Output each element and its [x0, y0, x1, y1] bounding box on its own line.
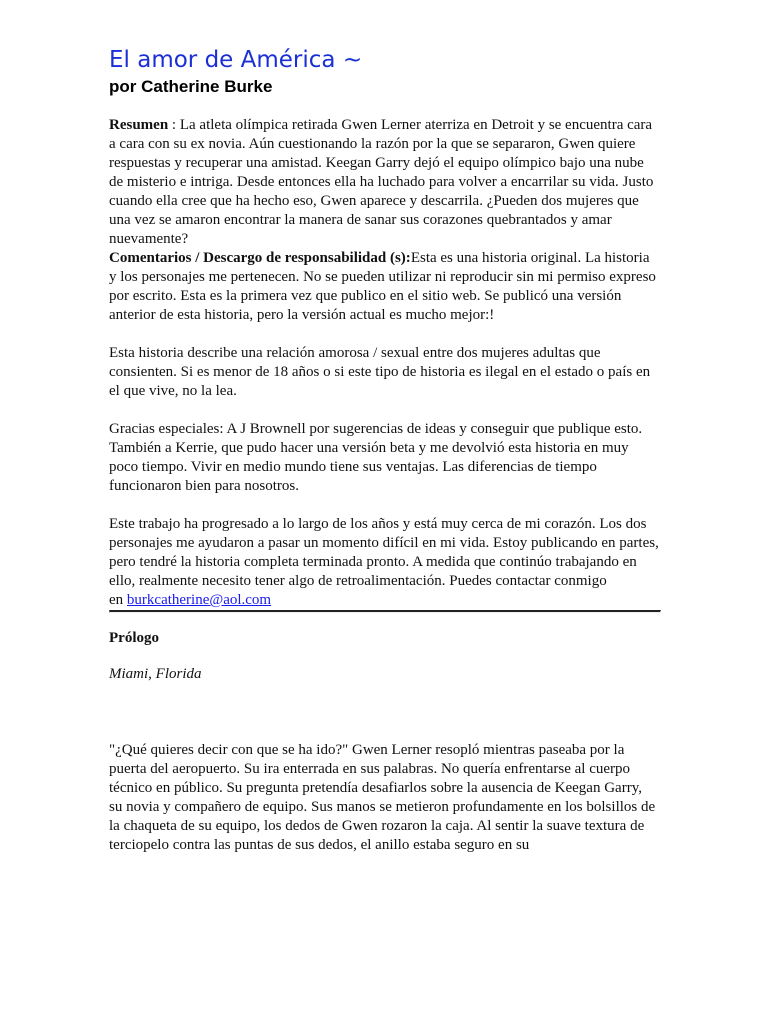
contact-prefix: en [109, 592, 127, 608]
summary-label: Resumen [109, 117, 169, 133]
document-title: El amor de América ~ [109, 47, 363, 73]
summary-paragraph [109, 116, 659, 249]
disclaimer-paragraph [109, 249, 659, 325]
progress-paragraph [109, 515, 659, 610]
summary-separator: : [168, 117, 180, 133]
prologue-text: "¿Qué quieres decir con que se ha ido?" Gwen Lerner resopló mientras paseaba por la puerta del aeropuerto. Su ira enterrada en sus palabras. No quería enfrentarse al cuerpo técnico en público. Su pregunta pretendía desafiarlos sobre la ausencia de Keegan Garry, su novia y compañero de equipo. Sus manos se metieron profundamente en los bolsillos de la chaqueta de su equipo, los dedos de Gwen rozaron la caja. Al sentir la suave textura de terciopelo contra las puntas de sus dedos, el anillo estaba seguro en su [109, 742, 656, 853]
contact-email-link[interactable]: burkcatherine@aol.com [126, 592, 272, 608]
summary-text: La atleta olímpica retirada Gwen Lerner aterriza en Detroit y se encuentra cara a cara con su ex novia. Aún cuestionando la razón por la que se separaron, Gwen quiere respuestas y recuperar una amistad. Keegan Garry dejó el equipo olímpico bajo una nube de misterio e intriga. Desde entonces ella ha luchado para volver a encarrilar su vida. Justo cuando ella cree que ha hecho eso, Gwen aparece y descarrila. ¿Pueden dos mujeres que una vez se amaron encontrar la manera de sanar sus corazones quebrantados y amar nuevamente? [109, 117, 654, 247]
progress-text: Este trabajo ha progresado a lo largo de los años y está muy cerca de mi corazón. Los dos personajes me ayudaron a pasar un momento difícil en mi vida. Estoy publicando en partes, pero tendré la historia completa terminada pronto. A medida que continúo trabajando en ello, realmente necesito tener algo de retroalimentación. Puedes contactar conmigo [109, 516, 659, 589]
author-byline: por Catherine Burke [109, 77, 273, 96]
document-body [109, 116, 659, 855]
document-page [109, 44, 659, 855]
prologue-place: Miami, Florida [109, 666, 202, 682]
disclaimer-text: Esta es una historia original. La historia y los personajes me pertenecen. No se pueden utilizar ni reproducir sin mi permiso expreso por escrito. Esta es la primera vez que publico en el sitio web. Se publicó una versión anterior de esta historia, pero la versión actual es mucho mejor:! [109, 250, 656, 323]
thanks-paragraph: Gracias especiales: A J Brownell por sugerencias de ideas y conseguir que publique esto. También a Kerrie, que pudo hacer una versión beta y me devolvió esta historia en muy poco tiempo. Vivir en medio mundo tiene sus ventajas. Las diferencias de tiempo funcionaron bien para nosotros. [109, 421, 643, 494]
prologue-heading: Prólogo [109, 630, 159, 646]
disclaimer-label: Comentarios / Descargo de responsabilidad (s): [109, 250, 411, 266]
warning-paragraph: Esta historia describe una relación amorosa / sexual entre dos mujeres adultas que consienten. Si es menor de 18 años o si este tipo de historia es ilegal en el estado o país en el que vive, no la lea. [109, 345, 651, 399]
section-divider [109, 610, 661, 613]
